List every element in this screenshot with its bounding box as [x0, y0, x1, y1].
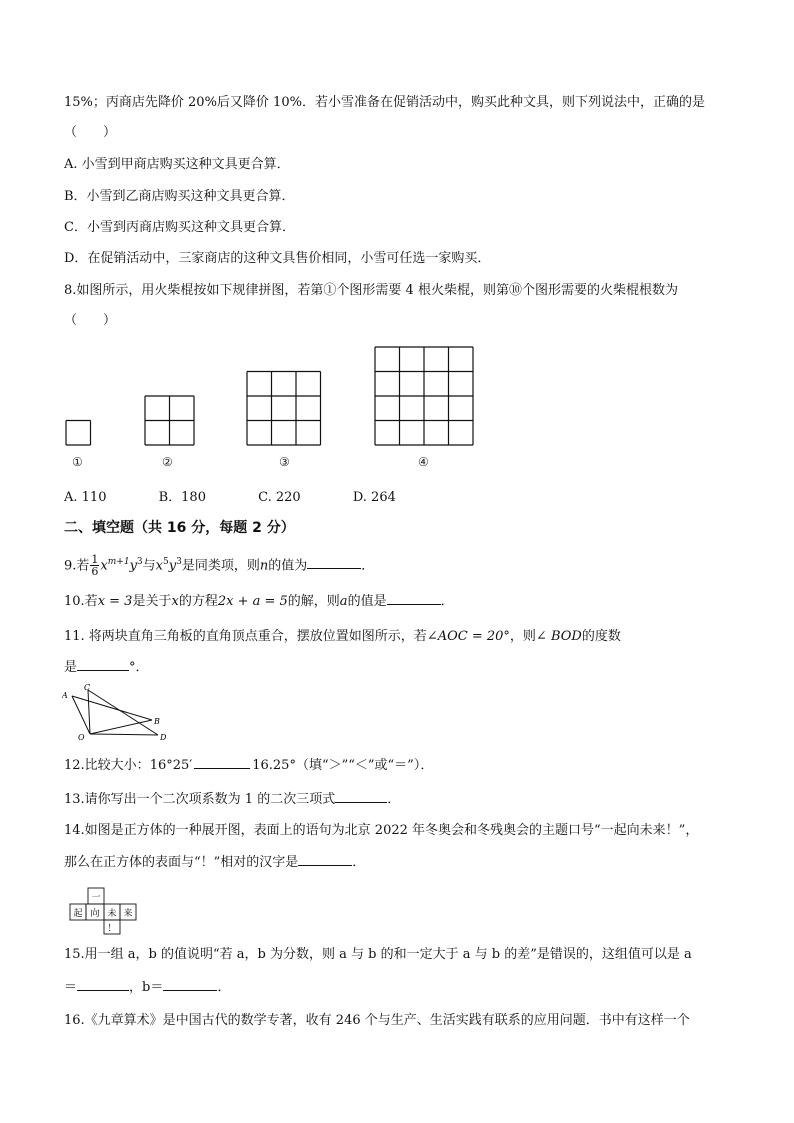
- q9-frac-den: 6: [91, 565, 99, 579]
- q9-mid: 与: [142, 558, 156, 574]
- q10-mid3: 的解，则: [287, 594, 340, 609]
- q11-line2: [64, 658, 149, 677]
- q9-end: ．: [361, 558, 375, 574]
- q11-post: 的度数: [581, 629, 621, 644]
- q10-mid2: 的方程: [178, 594, 218, 609]
- q13-end: ．: [387, 792, 401, 807]
- q7-option-a: A. 小雪到甲商店购买这种文具更合算．: [64, 157, 290, 172]
- q12-answer-blank[interactable]: [194, 756, 250, 769]
- q9-tail: 的值为: [268, 558, 308, 574]
- q9-pre: 9.若: [64, 558, 90, 574]
- q8-option-d: D. 264: [352, 490, 396, 505]
- q7-option-b: B．小雪到乙商店购买这种文具更合算．: [64, 189, 295, 204]
- q12: [64, 756, 433, 775]
- q11-line2-pre: 是: [64, 660, 78, 675]
- net-cell-1: 起: [73, 909, 83, 919]
- q11-pre: 11. 将两块直角三角板的直角顶点重合，摆放位置如图所示，若: [64, 629, 427, 644]
- q10-answer-blank[interactable]: [387, 592, 441, 605]
- grid-figure-4: [375, 347, 473, 445]
- q15-line2: [64, 978, 230, 997]
- point-a: A: [62, 691, 68, 700]
- q8-stem: 8.如图所示，用火柴棍按如下规律拼图，若第①个图形需要 4 根火柴棍，则第⑩个图形需要的火柴棍根数为: [64, 283, 678, 298]
- q9-answer-blank[interactable]: [307, 556, 361, 569]
- q15-eq-a: ＝: [64, 980, 78, 995]
- q13: [64, 790, 400, 809]
- q12-value1: 16°25′: [149, 758, 193, 773]
- point-o: O: [78, 733, 85, 742]
- q10-tail: 的值是: [347, 594, 387, 609]
- grid-figure-3: [247, 372, 321, 446]
- q8-option-c: C. 220: [258, 490, 301, 505]
- q10-var1: x: [171, 594, 179, 609]
- q11-line2-post: °．: [129, 660, 149, 675]
- q9-term2-exp: 5: [163, 557, 169, 567]
- q12-pre: 12.比较大小：: [64, 758, 150, 773]
- triangle-figure: [62, 682, 172, 742]
- q14-line2: [64, 853, 365, 872]
- figure-label-1: ①: [72, 455, 83, 469]
- q9-frac-num: 1: [91, 553, 99, 567]
- q12-post: （填“＞”“＜”或“＝”）．: [295, 758, 434, 773]
- q14-answer-blank[interactable]: [298, 853, 352, 866]
- q14-line2-pre: 那么在正方体的表面与“！”相对的汉字是: [64, 855, 299, 870]
- q11-angle2: ∠ BOD: [535, 629, 582, 644]
- net-cell-top: 一: [91, 893, 101, 903]
- net-cell-bottom: ！: [107, 924, 117, 934]
- q14-line1: 14.如图是正方体的一种展开图，表面上的语句为北京 2022 年冬奥会和冬残奥会的主题口号“一起向未来！”，: [64, 823, 699, 838]
- q9: [64, 553, 374, 577]
- q11-angle1: ∠AOC = 20°: [426, 629, 510, 644]
- q10-eq1: x = 3: [97, 594, 133, 609]
- point-d: D: [160, 733, 167, 742]
- q9-term1-y: y: [129, 558, 137, 574]
- q13-pre: 13.请你写出一个二次项系数为 1 的二次三项式: [64, 792, 336, 807]
- q15-answer-b[interactable]: [163, 978, 217, 991]
- q7-stem: 15%；丙商店先降价 20%后又降价 10%．若小雪准备在促销活动中，购买此种文具，则下列说法中，正确的是: [64, 95, 705, 110]
- q10-mid1: 是关于: [132, 594, 172, 609]
- q11-answer-blank[interactable]: [77, 658, 129, 671]
- matchstick-grids: [66, 347, 473, 445]
- q12-value2: 16.25°: [252, 758, 296, 773]
- q10-var2: a: [339, 594, 348, 609]
- q11-mid: ，则: [509, 629, 536, 644]
- q8-option-a: A. 110: [64, 490, 107, 505]
- q7-paren: （ ）: [64, 125, 117, 140]
- net-cell-2: 向: [90, 909, 100, 919]
- cube-net: [66, 886, 146, 936]
- q8-paren: （ ）: [64, 313, 117, 328]
- q15-answer-a[interactable]: [77, 978, 129, 991]
- section-title: 二、填空题（共 16 分，每题 2 分）: [64, 520, 295, 536]
- q13-answer-blank[interactable]: [335, 790, 387, 803]
- q15-end: ．: [217, 980, 231, 995]
- q8-option-b: B．180: [158, 490, 206, 505]
- figure-label-4: ④: [418, 455, 429, 469]
- q10-pre: 10.若: [64, 594, 98, 609]
- grid-figure-2: [145, 396, 194, 445]
- q9-term1-exp: m+1: [107, 557, 130, 567]
- q15-eq-b: ，b＝: [129, 980, 164, 995]
- net-cell-4: 来: [123, 909, 133, 919]
- q14-end: ．: [352, 855, 366, 870]
- q7-option-c: C．小雪到丙商店购买这种文具更合算．: [64, 220, 295, 235]
- q9-term1-base: x: [100, 558, 108, 574]
- q11-line1: [64, 628, 621, 646]
- q10-eq2: 2x + a = 5: [217, 594, 288, 609]
- q9-term2-base: x: [155, 558, 164, 574]
- q15-line1: 15.用一组 a，b 的值说明“若 a，b 为分数，则 a 与 b 的和一定大于 a 与 b 的差”是错误的，这组值可以是 a: [64, 947, 692, 962]
- q9-fraction: [90, 554, 99, 577]
- q9-term2-yexp: 3: [176, 557, 182, 567]
- net-cell-3: 未: [107, 909, 117, 919]
- figure-label-2: ②: [162, 455, 173, 469]
- q10-end: ．: [440, 594, 454, 609]
- q10: [64, 592, 454, 611]
- q16-line1: 16.《九章算术》是中国古代的数学专著，收有 246 个与生产、生活实践有联系的应用问题．书中有这样一个: [64, 1013, 690, 1028]
- point-b: B: [154, 717, 160, 726]
- figure-label-3: ③: [279, 455, 290, 469]
- q9-post: 是同类项，则: [181, 558, 260, 574]
- q9-term1-yexp: 3: [136, 557, 143, 567]
- q7-option-d: D．在促销活动中，三家商店的这种文具售价相同，小雪可任选一家购买．: [64, 251, 491, 266]
- point-c: C: [84, 683, 91, 692]
- q9-term2-y: y: [168, 558, 177, 574]
- grid-figure-1: [66, 421, 91, 446]
- q8-options: [64, 489, 444, 507]
- q9-var: n: [259, 558, 269, 574]
